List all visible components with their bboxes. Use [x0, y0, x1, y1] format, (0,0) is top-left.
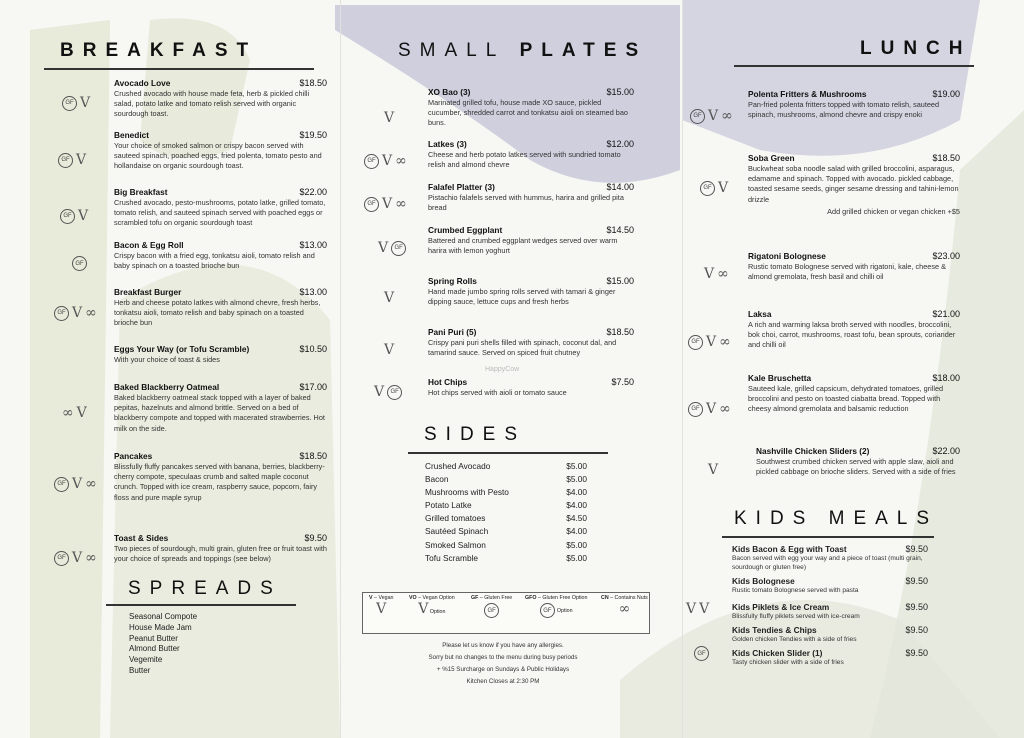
- menu-item-kale-bruschetta: [748, 373, 960, 415]
- item-name: Kids Bacon & Egg with Toast: [732, 544, 847, 554]
- legend-contains-nuts: [601, 595, 648, 617]
- kids-item: [732, 576, 928, 595]
- vegan-icon: V: [384, 342, 395, 358]
- legend-code: GFO: [525, 595, 537, 601]
- side-item: [425, 460, 587, 473]
- menu-item-falafel-platter: [428, 182, 634, 213]
- vegan-option-icon: V: [80, 95, 91, 111]
- legend-label: – Contains Nuts: [610, 595, 648, 601]
- gluten-free-icon: GF: [700, 181, 715, 196]
- menu-item-hot-chips: [428, 377, 634, 398]
- vegan-option-icon: V: [686, 601, 697, 617]
- vegan-icon: V: [376, 601, 387, 617]
- item-price: $15.00: [606, 87, 634, 97]
- item-description: Tasty chicken slider with a side of fries: [732, 659, 844, 666]
- menu-item-toast-sides: [114, 533, 327, 564]
- menu-item-avocado-love: [114, 78, 327, 120]
- vegan-icon: V: [382, 196, 393, 212]
- item-name: Breakfast Burger: [114, 287, 182, 297]
- item-name: Baked Blackberry Oatmeal: [114, 382, 220, 392]
- side-price: $5.00: [566, 539, 587, 550]
- watermark-text: HappyCow: [485, 366, 520, 373]
- gluten-free-option-icon: GF: [60, 209, 75, 224]
- side-name: Mushrooms with Pesto: [425, 487, 509, 498]
- side-name: Bacon: [425, 474, 449, 485]
- gluten-free-option-icon: GF: [54, 477, 69, 492]
- side-item: [425, 499, 587, 512]
- side-item: [425, 512, 587, 525]
- side-item: [425, 473, 587, 486]
- side-price: $5.00: [566, 552, 587, 563]
- contains-nuts-icon: ∞: [719, 401, 731, 417]
- kids-item: [732, 625, 928, 644]
- item-price: $18.50: [299, 78, 327, 88]
- dietary-icons: [704, 266, 729, 282]
- item-price: $9.50: [905, 602, 928, 612]
- small-plates-title: [398, 40, 647, 62]
- contains-nuts-icon: ∞: [395, 153, 407, 169]
- gluten-free-icon: GF: [484, 603, 499, 618]
- item-price: $18.00: [932, 373, 960, 383]
- menu-item-xo-bao: [428, 87, 634, 129]
- spread-item: Peanut Butter: [129, 633, 178, 643]
- item-description: Hand made jumbo spring rolls served with tamari & ginger dipping sauce, lettuce cups and fresh herbs: [428, 287, 616, 307]
- vegan-icon: V: [374, 384, 385, 400]
- menu-item-laksa: [748, 309, 960, 351]
- item-description: Battered and crumbed eggplant wedges served over warm harira with lemon yoghurt: [428, 236, 618, 256]
- dietary-icons: [384, 110, 394, 126]
- vegan-icon: V: [384, 110, 395, 126]
- item-name: Kale Bruschetta: [748, 373, 812, 383]
- item-name: Eggs Your Way (or Tofu Scramble): [114, 344, 250, 354]
- spreads-rule: [106, 604, 296, 606]
- item-name: Bacon & Egg Roll: [114, 240, 184, 250]
- kids-item: [732, 602, 928, 621]
- item-name: Benedict: [114, 130, 150, 140]
- menu-notes: [395, 640, 611, 688]
- legend-label: – Gluten Free: [479, 595, 513, 601]
- contains-nuts-icon: ∞: [85, 476, 97, 492]
- side-name: Sautéed Spinach: [425, 526, 489, 537]
- legend-vegan: [369, 595, 393, 617]
- dietary-icons: [62, 405, 87, 421]
- vegan-option-icon: V: [76, 152, 87, 168]
- menu-item-big-breakfast: [114, 187, 327, 229]
- side-price: $4.00: [566, 487, 587, 498]
- menu-item-latkes: [428, 139, 634, 170]
- item-price: $17.00: [299, 382, 327, 392]
- legend-code: VO: [409, 595, 417, 601]
- vegan-option-icon: V: [78, 208, 89, 224]
- vegan-icon: V: [382, 153, 393, 169]
- item-name: Toast & Sides: [114, 533, 169, 543]
- spread-item: Seasonal Compote: [129, 612, 198, 621]
- item-name: Pani Puri (5): [428, 327, 477, 337]
- gluten-free-option-icon: GF: [58, 153, 73, 168]
- side-item: [425, 552, 587, 565]
- gluten-free-icon: GF: [387, 385, 402, 400]
- item-description: Herb and cheese potato latkes with almond chevre, fresh herbs, tonkatsu aioli, tomato relish and baby spinach on a toasted brioche bun: [114, 298, 321, 328]
- item-price: $9.50: [905, 576, 928, 586]
- item-description: Golden chicken Tendies with a side of fries: [732, 636, 857, 643]
- side-name: Smoked Salmon: [425, 539, 486, 550]
- vegan-icon: V: [384, 290, 395, 306]
- dietary-icons: [384, 290, 394, 306]
- dietary-icons: [708, 462, 718, 478]
- side-price: $4.50: [566, 513, 587, 524]
- dietary-icons: [378, 240, 406, 256]
- menu-item-rigatoni-bolognese: [748, 251, 960, 282]
- gluten-free-option-icon: GF: [54, 306, 69, 321]
- dietary-icons: [686, 601, 709, 617]
- item-name: Nashville Chicken Sliders (2): [756, 446, 870, 456]
- spread-item: Almond Butter: [129, 644, 180, 654]
- dietary-icons: [54, 305, 97, 321]
- item-price: $22.00: [299, 187, 327, 197]
- dietary-icons: [374, 384, 402, 400]
- spreads-list: [129, 612, 197, 677]
- item-price: $23.00: [932, 251, 960, 261]
- side-name: Potato Latke: [425, 500, 472, 511]
- vegan-icon: V: [76, 405, 87, 421]
- contains-nuts-icon: ∞: [721, 108, 733, 124]
- item-name: Kids Tendies & Chips: [732, 625, 817, 635]
- item-name: Crumbed Eggplant: [428, 225, 503, 235]
- lunch-rule: [734, 65, 974, 67]
- legend-code: GF: [471, 595, 479, 601]
- option-label: Option: [429, 609, 446, 615]
- item-name: Laksa: [748, 309, 772, 319]
- vegan-icon: V: [706, 334, 717, 350]
- item-name: Soba Green: [748, 153, 795, 163]
- item-name: XO Bao (3): [428, 87, 471, 97]
- item-description: Pistachio falafels served with hummus, harira and grilled pita bread: [428, 193, 624, 213]
- menu-item-spring-rolls: [428, 276, 634, 307]
- gluten-free-option-icon: GF: [54, 551, 69, 566]
- item-description: Bacon served with egg your way and a piece of toast (multi grain, sourdough or gluten free): [732, 555, 923, 571]
- item-description: Buckwheat soba noodle salad with grilled broccolini, asparagus, edamame and spinach. Topped with avocado. pickled cabbage, toasted sesame seeds, ginger sesame dressing and tahini-lemon drizzle: [748, 164, 959, 204]
- item-description: Your choice of smoked salmon or crispy bacon served with sauteed spinach, poached eggs, fried polenta, tomato pesto and hollandaise on organic sourdough toast.: [114, 141, 322, 171]
- menu-item-soba-green: [748, 153, 960, 217]
- legend-code: CN: [601, 595, 609, 601]
- kids-item: [732, 544, 928, 572]
- menu-item-crumbed-eggplant: [428, 225, 634, 256]
- sides-rule: [408, 452, 608, 454]
- dietary-icons: [72, 256, 87, 271]
- item-price: $18.50: [932, 153, 960, 163]
- item-name: Pancakes: [114, 451, 153, 461]
- kids-meals-rule: [722, 536, 934, 538]
- side-item: [425, 525, 587, 538]
- item-description: Marinated grilled tofu, house made XO sauce, pickled cucumber, shredded carrot and tonkatsu aioli on steamed bao buns.: [428, 98, 628, 128]
- side-price: $4.00: [566, 526, 587, 537]
- item-price: $15.00: [606, 276, 634, 286]
- breakfast-title: BREAKFAST: [60, 40, 258, 61]
- item-price: $18.50: [606, 327, 634, 337]
- item-price: $18.50: [299, 451, 327, 461]
- vegan-icon: V: [706, 401, 717, 417]
- gluten-free-option-icon: GF: [688, 402, 703, 417]
- item-name: Hot Chips: [428, 377, 468, 387]
- item-price: $9.50: [905, 648, 928, 658]
- spread-item: Butter: [129, 665, 151, 675]
- vegan-icon: V: [72, 305, 83, 321]
- item-name: Kids Bolognese: [732, 576, 795, 586]
- panel-fold-right: [682, 0, 683, 738]
- note-line: Sorry but no changes to the menu during busy periods: [428, 654, 578, 661]
- item-price: $21.00: [932, 309, 960, 319]
- gluten-free-option-icon: GF: [688, 335, 703, 350]
- contains-nuts-icon: ∞: [717, 266, 729, 282]
- contains-nuts-icon: ∞: [85, 305, 97, 321]
- vegan-icon: V: [72, 476, 83, 492]
- legend-vegan-option: [409, 595, 455, 617]
- item-name: Avocado Love: [114, 78, 171, 88]
- item-name: Latkes (3): [428, 139, 467, 149]
- side-name: Tofu Scramble: [425, 552, 479, 563]
- menu-item-bacon-egg-roll: [114, 240, 327, 271]
- vegan-icon: V: [699, 601, 710, 617]
- item-name: Falafel Platter (3): [428, 182, 495, 192]
- item-description: A rich and warming laksa broth served with noodles, broccolini, bok choi, carrot, mushrooms, roast tofu, bean sprouts, coriander and chilli oil: [748, 320, 956, 350]
- side-price: $5.00: [566, 461, 587, 471]
- item-price: $9.50: [905, 544, 928, 554]
- item-price: $14.00: [606, 182, 634, 192]
- note-line: Kitchen Closes at 2:30 PM: [466, 678, 540, 685]
- lunch-title: LUNCH: [860, 38, 972, 59]
- item-description: Pan-fried polenta fritters topped with tomato relish, sauteed spinach, mushrooms, almond chevre and crispy enoki: [748, 100, 940, 120]
- dietary-icons: [694, 646, 709, 661]
- spread-item: Vegemite: [129, 655, 163, 665]
- item-description: Rustic tomato Bolognese served with pasta: [732, 587, 859, 594]
- dietary-icons: [688, 401, 731, 417]
- dietary-legend: [362, 592, 650, 634]
- vegan-option-icon: V: [718, 180, 729, 196]
- item-name: Polenta Fritters & Mushrooms: [748, 89, 867, 99]
- item-name: Rigatoni Bolognese: [748, 251, 826, 261]
- vegan-icon: V: [378, 240, 389, 256]
- item-price: $7.50: [611, 377, 634, 387]
- item-price: $12.00: [606, 139, 634, 149]
- item-description: Rustic tomato Bolognese served with rigatoni, kale, cheese & almond gremolata, fresh basil and chilli oil: [748, 262, 946, 282]
- item-name: Big Breakfast: [114, 187, 168, 197]
- item-price: $13.00: [299, 287, 327, 297]
- note-line: Please let us know if you have any allergies.: [442, 642, 564, 649]
- legend-gluten-free-option: [525, 595, 587, 618]
- menu-item-breakfast-burger: [114, 287, 327, 329]
- spread-item: House Made Jam: [129, 622, 192, 632]
- legend-label: – Vegan: [374, 595, 394, 601]
- contains-nuts-icon: ∞: [395, 196, 407, 212]
- item-description: Crispy bacon with a fried egg, tonkatsu aioli, tomato relish and baby spinach on a toasted brioche bun: [114, 251, 315, 271]
- contains-nuts-icon: ∞: [719, 334, 731, 350]
- note-line: + %15 Surcharge on Sundays & Public Holidays: [436, 666, 570, 673]
- vegan-option-icon: V: [708, 462, 719, 478]
- small-plates-title-bold: PLATES: [519, 40, 648, 61]
- item-extra: Add grilled chicken or vegan chicken +$5: [827, 206, 960, 216]
- kids-item: [732, 648, 928, 667]
- item-price: $10.50: [299, 344, 327, 354]
- item-description: Sauteed kale, grilled capsicum, dehydrated tomatoes, grilled broccolini and pesto on toasted ciabatta bread. Topped with cheesy almond gremolata and balsamic reduction: [748, 384, 944, 414]
- dietary-icons: [688, 334, 731, 350]
- legend-label: – Gluten Free Option: [537, 595, 588, 601]
- contains-nuts-icon: ∞: [85, 550, 97, 566]
- side-item: [425, 539, 587, 552]
- dietary-icons: [54, 476, 97, 492]
- dietary-icons: [690, 108, 733, 124]
- item-name: Kids Chicken Slider (1): [732, 648, 823, 658]
- item-name: Spring Rolls: [428, 276, 477, 286]
- dietary-icons: [54, 550, 97, 566]
- gluten-free-icon: GF: [391, 241, 406, 256]
- item-price: $19.50: [299, 130, 327, 140]
- item-description: With your choice of toast & sides: [114, 355, 220, 364]
- gluten-free-option-icon: GF: [364, 197, 379, 212]
- dietary-icons: [60, 208, 88, 224]
- small-plates-title-thin: SMALL: [398, 40, 506, 61]
- gluten-free-option-icon: GF: [62, 96, 77, 111]
- sides-title: SIDES: [424, 424, 527, 445]
- item-description: Two pieces of sourdough, multi grain, gluten free or fruit toast with your choice of spreads and toppings (see below): [114, 544, 327, 564]
- legend-code: V: [369, 595, 373, 601]
- item-description: Cheese and herb potato latkes served with sundried tomato relish and almond chevre: [428, 150, 621, 170]
- gluten-free-icon: GF: [690, 109, 705, 124]
- vegan-icon: V: [708, 108, 719, 124]
- side-price: $5.00: [566, 474, 587, 485]
- dietary-icons: [384, 342, 394, 358]
- vegan-icon: V: [72, 550, 83, 566]
- menu-item-nashville-chicken-sliders: [756, 446, 960, 477]
- item-description: Crispy pani puri shells filled with spinach, coconut dal, and tamarind sauce. Served on spiced fruit chutney: [428, 338, 617, 358]
- menu-item-polenta-fritters: [748, 89, 960, 120]
- menu-item-benedict: [114, 130, 327, 172]
- dietary-icons: [364, 196, 407, 212]
- gluten-free-option-icon: GF: [72, 256, 87, 271]
- item-description: Baked blackberry oatmeal stack topped with a layer of baked pepitas, hazelnuts and almond brittle. Served on a bed of blackberry compote and topped with macerated strawberries. Hot milk on the side.: [114, 393, 325, 433]
- kids-meals-title: KIDS MEALS: [734, 508, 939, 529]
- item-name: Kids Piklets & Ice Cream: [732, 602, 830, 612]
- panel-fold-left: [340, 0, 341, 738]
- breakfast-rule: [44, 68, 314, 70]
- legend-gluten-free: [471, 595, 512, 618]
- legend-label: – Vegan Option: [418, 595, 455, 601]
- option-label: Option: [556, 607, 573, 614]
- side-item: [425, 486, 587, 499]
- item-description: Hot chips served with aioli or tomato sauce: [428, 388, 567, 397]
- item-description: Crushed avocado, pesto-mushrooms, potato latke, grilled tomato, tomato relish, and sauteed spinach served with poached eggs or scrambled tofu on organic sourdough toast: [114, 198, 326, 228]
- item-price: $14.50: [606, 225, 634, 235]
- menu-item-pancakes: [114, 451, 327, 503]
- vegan-option-icon: V Option: [418, 601, 446, 617]
- menu-item-eggs-your-way: [114, 344, 327, 365]
- item-price: $9.50: [304, 533, 327, 543]
- dietary-icons: [700, 180, 728, 196]
- menu-item-blackberry-oatmeal: [114, 382, 327, 434]
- dietary-icons: [364, 153, 407, 169]
- dietary-icons: [62, 95, 90, 111]
- item-price: $9.50: [905, 625, 928, 635]
- side-name: Grilled tomatoes: [425, 513, 486, 524]
- gluten-free-option-icon: GF: [694, 646, 709, 661]
- side-name: Crushed Avocado: [425, 461, 491, 471]
- menu-item-pani-puri: [428, 327, 634, 358]
- item-description: Blissfully fluffy piklets served with ice-cream: [732, 613, 860, 620]
- gluten-free-icon: GF: [364, 154, 379, 169]
- spreads-title: SPREADS: [128, 578, 282, 599]
- item-price: $19.00: [932, 89, 960, 99]
- dietary-icons: [58, 152, 86, 168]
- item-price: $13.00: [299, 240, 327, 250]
- item-description: Crushed avocado with house made feta, herb & pickled chilli salad, potato latke and tomato relish served with organic sourdough toast.: [114, 89, 310, 119]
- item-description: Blissfully fluffy pancakes served with banana, berries, blackberry-cherry compote, speculaas crumb and salted maple coconut crunch. Topped with ice cream, raspberry sauce, popcorn, fairy floss and pure maple syrup: [114, 462, 325, 502]
- sides-list: [425, 460, 587, 565]
- vegan-icon: V: [704, 266, 715, 282]
- side-price: $4.00: [566, 500, 587, 511]
- item-price: $22.00: [932, 446, 960, 456]
- item-description: Southwest crumbed chicken served with apple slaw, aioli and pickled cabbage on brioche sliders. Served with a side of fries: [756, 457, 956, 477]
- contains-nuts-icon: ∞: [618, 601, 631, 617]
- contains-nuts-icon: ∞: [62, 405, 74, 421]
- gluten-free-option-icon: GF: [540, 603, 555, 618]
